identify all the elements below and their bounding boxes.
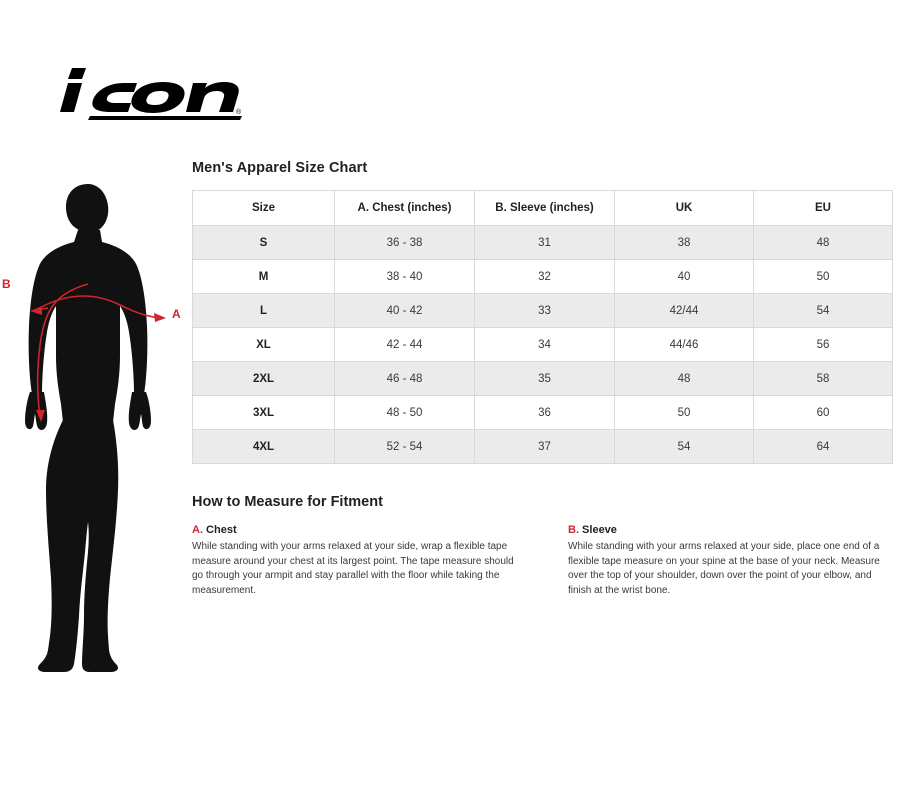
cell-eu: 58 [754,362,893,396]
how-to-measure-sleeve [568,524,890,598]
cell-sleeve: 32 [475,260,615,294]
cell-chest: 36 - 38 [335,226,475,260]
how-to-chest-letter: A. [192,524,203,536]
cell-eu: 54 [754,294,893,328]
silhouette-shape [25,184,151,672]
table-row [193,430,893,464]
cell-uk: 50 [615,396,754,430]
cell-eu: 50 [754,260,893,294]
cell-uk: 44/46 [615,328,754,362]
how-to-chest-heading [192,524,514,536]
chest-arrow-head [154,313,166,322]
cell-size: M [193,260,335,294]
cell-size: S [193,226,335,260]
cell-chest: 52 - 54 [335,430,475,464]
how-to-measure-title: How to Measure for Fitment [192,494,383,510]
how-to-sleeve-body: While standing with your arms relaxed at your side, place one end of a flexible tape measure on your spine at the base of your neck. Measure over the top of your shoulder, down over the point of your elbow, and finish at the wrist bone. [568,541,880,596]
cell-eu: 56 [754,328,893,362]
cell-uk: 48 [615,362,754,396]
cell-uk: 40 [615,260,754,294]
how-to-sleeve-heading [568,524,890,536]
cell-eu: 64 [754,430,893,464]
cell-sleeve: 31 [475,226,615,260]
table-row [193,260,893,294]
icon-brand-logo [60,62,250,120]
size-chart-table [192,190,893,464]
content-column [192,160,892,598]
measure-label-b: B [2,277,11,291]
column-header-sleeve: B. Sleeve (inches) [475,191,615,226]
cell-chest: 42 - 44 [335,328,475,362]
cell-size: 3XL [193,396,335,430]
table-header-row [193,191,893,226]
cell-sleeve: 33 [475,294,615,328]
cell-chest: 38 - 40 [335,260,475,294]
cell-size: 4XL [193,430,335,464]
body-silhouette-figure [14,180,194,680]
measure-label-a: A [172,307,181,321]
cell-sleeve: 35 [475,362,615,396]
table-row [193,396,893,430]
cell-sleeve: 36 [475,396,615,430]
cell-uk: 38 [615,226,754,260]
table-row [193,328,893,362]
cell-size: 2XL [193,362,335,396]
how-to-sleeve-letter: B. [568,524,579,536]
cell-sleeve: 34 [475,328,615,362]
column-header-uk: UK [615,191,754,226]
how-to-measure-columns [192,524,892,598]
how-to-chest-body: While standing with your arms relaxed at your side, wrap a flexible tape measure around your chest at its largest point. The tape measure should go through your armpit and stay parallel with the floor while taking the measurement. [192,541,514,596]
column-header-chest: A. Chest (inches) [335,191,475,226]
how-to-chest-name: Chest [203,524,237,536]
how-to-sleeve-name: Sleeve [579,524,617,536]
cell-eu: 48 [754,226,893,260]
column-header-eu: EU [754,191,893,226]
cell-chest: 46 - 48 [335,362,475,396]
cell-uk: 54 [615,430,754,464]
table-row [193,362,893,396]
cell-uk: 42/44 [615,294,754,328]
registered-mark: ® [236,109,242,116]
cell-size: XL [193,328,335,362]
cell-size: L [193,294,335,328]
table-row [193,294,893,328]
cell-chest: 48 - 50 [335,396,475,430]
cell-chest: 40 - 42 [335,294,475,328]
page-title: Men's Apparel Size Chart [192,160,368,176]
how-to-measure-chest [192,524,514,598]
cell-sleeve: 37 [475,430,615,464]
column-header-size: Size [193,191,335,226]
cell-eu: 60 [754,396,893,430]
table-row [193,226,893,260]
